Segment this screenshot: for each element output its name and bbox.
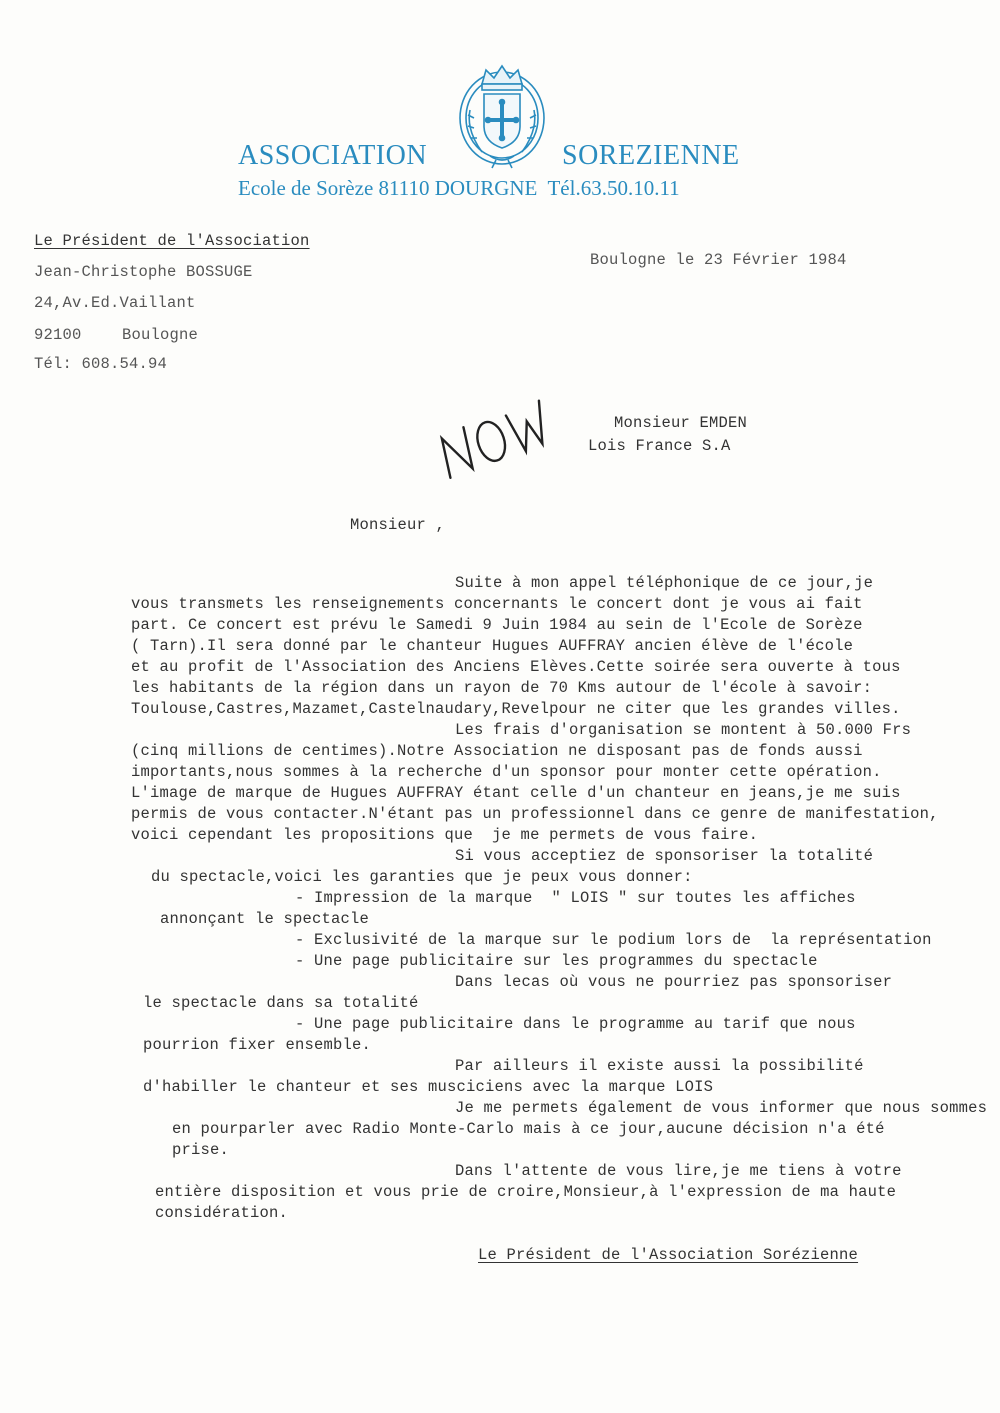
body-line: annonçant le spectacle [160, 910, 370, 928]
body-line: voici cependant les propositions que je me permets de vous faire. [131, 826, 759, 844]
sender-phone: Tél: 608.54.94 [34, 355, 168, 373]
signature-line: Le Président de l'Association Sorézienne [478, 1246, 859, 1264]
date-line: Boulogne le 23 Février 1984 [590, 251, 847, 269]
letterhead-org-right: SOREZIENNE [562, 140, 740, 171]
body-line: Par ailleurs il existe aussi la possibilité [455, 1057, 864, 1075]
body-line: le spectacle dans sa totalité [143, 994, 419, 1012]
sender-city: Boulogne [122, 326, 199, 344]
body-line: permis de vous contacter.N'étant pas un professionnel dans ce genre de manifestation, [131, 805, 939, 823]
recipient-company: Lois France S.A [588, 437, 731, 455]
body-line: d'habiller le chanteur et ses musciciens avec la marque LOIS [143, 1078, 714, 1096]
crest-emblem-icon [452, 60, 552, 170]
recipient-name: Monsieur EMDEN [614, 414, 748, 432]
body-line: (cinq millions de centimes).Notre Association ne disposant pas de fonds aussi [131, 742, 863, 760]
body-line: Toulouse,Castres,Mazamet,Castelnaudary,Revelpour ne citer que les grandes villes. [131, 700, 901, 718]
body-line: considération. [155, 1204, 289, 1222]
body-line: Dans lecas où vous ne pourriez pas sponsoriser [455, 973, 893, 991]
body-line: Si vous acceptiez de sponsoriser la totalité [455, 847, 874, 865]
body-line: - Impression de la marque " LOIS " sur toutes les affiches [295, 889, 856, 907]
body-line: pourrion fixer ensemble. [143, 1036, 372, 1054]
letterhead-address: Ecole de Sorèze 81110 DOURGNE Tél.63.50.10.11 [238, 176, 680, 200]
body-line: - Exclusivité de la marque sur le podium lors de la représentation [295, 931, 932, 949]
body-line: ( Tarn).Il sera donné par le chanteur Hugues AUFFRAY ancien élève de l'école [131, 637, 854, 655]
salutation: Monsieur , [350, 516, 446, 534]
body-line: prise. [172, 1141, 230, 1159]
body-line: Les frais d'organisation se montent à 50.000 Frs [455, 721, 912, 739]
sender-title: Le Président de l'Association [34, 232, 310, 250]
body-line: entière disposition et vous prie de croire,Monsieur,à l'expression de ma haute [155, 1183, 897, 1201]
sender-postcode: 92100 [34, 326, 82, 344]
body-line: Je me permets également de vous informer que nous sommes [455, 1099, 988, 1117]
body-line: les habitants de la région dans un rayon de 70 Kms autour de l'école à savoir: [131, 679, 873, 697]
body-line: du spectacle,voici les garanties que je peux vous donner: [151, 868, 693, 886]
body-line: part. Ce concert est prévu le Samedi 9 Juin 1984 au sein de l'Ecole de Sorèze [131, 616, 863, 634]
body-line: L'image de marque de Hugues AUFFRAY étant celle d'un chanteur en jeans,je me suis [131, 784, 901, 802]
body-line: importants,nous sommes à la recherche d'un sponsor pour monter cette opération. [131, 763, 882, 781]
handwritten-annotation [430, 392, 560, 482]
body-line: - Une page publicitaire sur les programmes du spectacle [295, 952, 818, 970]
body-line: en pourparler avec Radio Monte-Carlo mais à ce jour,aucune décision n'a été [172, 1120, 885, 1138]
body-line: et au profit de l'Association des Anciens Elèves.Cette soirée sera ouverte à tous [131, 658, 901, 676]
annotation-text: NOW [430, 392, 432, 393]
letterhead-org-left: ASSOCIATION [238, 140, 428, 171]
body-line: vous transmets les renseignements concernants le concert dont je vous ai fait [131, 595, 863, 613]
sender-name: Jean-Christophe BOSSUGE [34, 263, 253, 281]
body-line: Suite à mon appel téléphonique de ce jour,je [455, 574, 874, 592]
body-line: Dans l'attente de vous lire,je me tiens à votre [455, 1162, 902, 1180]
body-line: - Une page publicitaire dans le programme au tarif que nous [295, 1015, 856, 1033]
sender-street: 24,Av.Ed.Vaillant [34, 294, 196, 312]
